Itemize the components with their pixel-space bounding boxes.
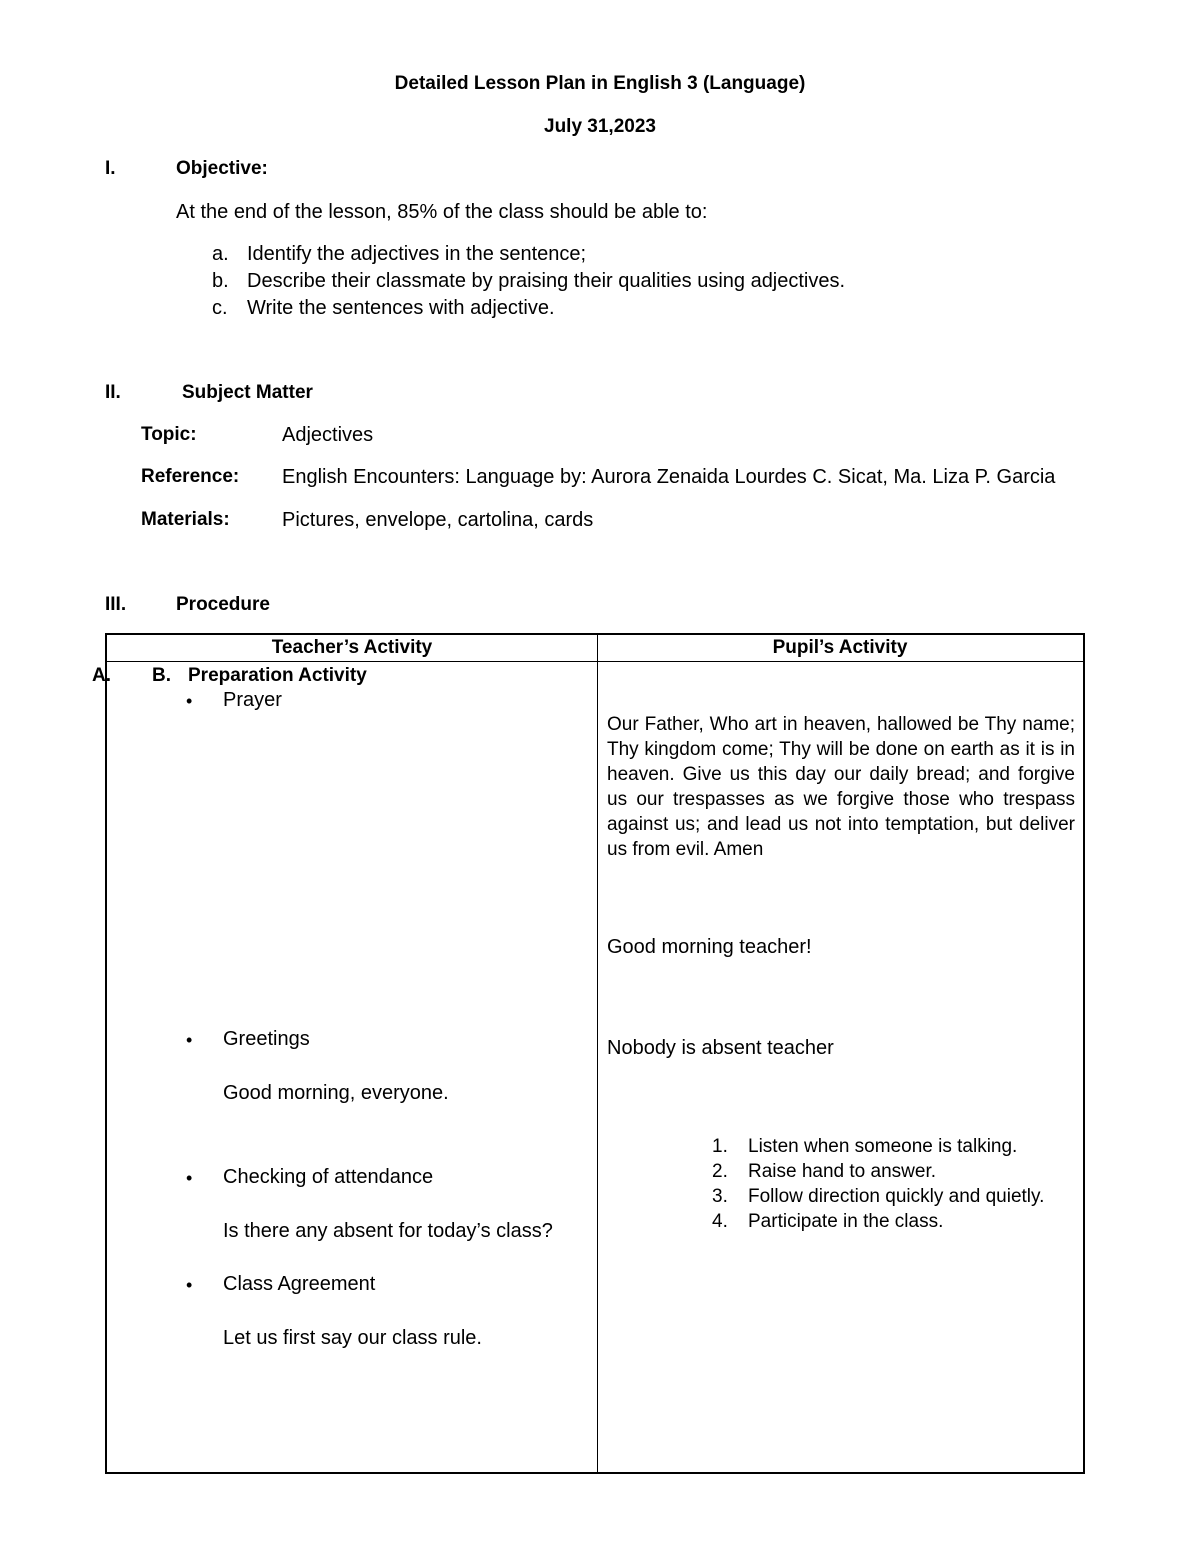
pupil-column-header: Pupil’s Activity	[772, 637, 908, 658]
attendance-label: Checking of attendance	[223, 1166, 434, 1188]
pupil-prayer-text: Our Father, Who art in heaven, hallowed be Thy name; Thy kingdom come; Thy will be done on earth as it is in heaven. Give us this day our daily bread; and forgive us our trespasses as we forgive those who trespass against us; and lead us not into temptation, but deliver us from evil. Amen	[607, 714, 1075, 860]
materials-value: Pictures, envelope, cartolina, cards	[282, 509, 594, 531]
class-agreement-line: Let us first say our class rule.	[223, 1327, 482, 1349]
list-item	[712, 1209, 1075, 1234]
section-numeral-subject: II.	[105, 382, 121, 403]
pupil-attendance-reply: Nobody is absent teacher	[607, 1037, 834, 1059]
procedure-heading: Procedure	[176, 594, 270, 615]
reference-label: Reference:	[141, 466, 240, 487]
rule-text: Raise hand to answer.	[748, 1161, 937, 1182]
section-numeral-procedure: III.	[105, 594, 127, 615]
objective-marker-c: c.	[212, 297, 228, 319]
rule-number: 2.	[712, 1161, 728, 1182]
bullet-icon: •	[186, 1275, 193, 1295]
objective-marker-a: a.	[212, 243, 229, 265]
greetings-line: Good morning, everyone.	[223, 1082, 449, 1104]
list-item	[712, 1134, 1075, 1159]
topic-label: Topic:	[141, 424, 197, 445]
objective-intro: At the end of the lesson, 85% of the class should be able to:	[176, 201, 708, 223]
header-divider	[107, 661, 1083, 662]
prayer-label: Prayer	[223, 689, 282, 711]
class-rules-list	[712, 1134, 1075, 1234]
objective-marker-b: b.	[212, 270, 229, 292]
bullet-icon: •	[186, 1030, 193, 1050]
rule-number: 3.	[712, 1186, 728, 1207]
rule-text: Listen when someone is talking.	[748, 1136, 1018, 1157]
bullet-icon: •	[186, 691, 193, 711]
objective-item-a: Identify the adjectives in the sentence;	[247, 243, 587, 265]
marker-b: B.	[152, 665, 171, 686]
subject-matter-heading: Subject Matter	[182, 382, 313, 403]
list-item	[712, 1184, 1075, 1209]
objective-heading: Objective:	[176, 158, 268, 179]
class-agreement-label: Class Agreement	[223, 1273, 376, 1295]
materials-label: Materials:	[141, 509, 230, 530]
document-title: Detailed Lesson Plan in English 3 (Language)	[394, 73, 806, 94]
attendance-line: Is there any absent for today’s class?	[223, 1220, 553, 1242]
greetings-label: Greetings	[223, 1028, 310, 1050]
preparation-activity-heading: Preparation Activity	[188, 665, 367, 686]
column-divider	[597, 635, 598, 1472]
list-item	[712, 1159, 1075, 1184]
rule-text: Follow direction quickly and quietly.	[748, 1186, 1045, 1207]
rule-number: 4.	[712, 1211, 728, 1232]
reference-value: English Encounters: Language by: Aurora Zenaida Lourdes C. Sicat, Ma. Liza P. Garcia	[282, 466, 1056, 488]
bullet-icon: •	[186, 1168, 193, 1188]
pupil-greeting: Good morning teacher!	[607, 936, 812, 958]
objective-item-c: Write the sentences with adjective.	[247, 297, 555, 319]
teacher-column-header: Teacher’s Activity	[271, 637, 433, 658]
rule-number: 1.	[712, 1136, 728, 1157]
section-numeral-objective: I.	[105, 158, 116, 179]
rule-text: Participate in the class.	[748, 1211, 944, 1232]
marker-a: A.	[92, 665, 111, 686]
topic-value: Adjectives	[282, 424, 374, 446]
objective-item-b: Describe their classmate by praising their qualities using adjectives.	[247, 270, 846, 292]
document-date: July 31,2023	[544, 116, 656, 137]
